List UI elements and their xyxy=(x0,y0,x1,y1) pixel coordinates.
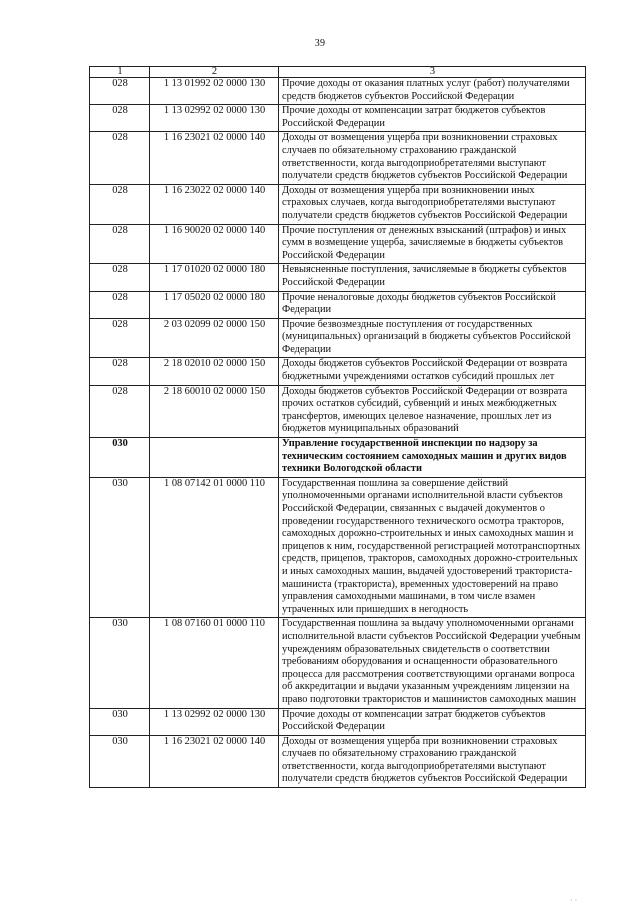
admin-code-cell: 028 xyxy=(90,385,150,437)
column-header-1: 1 xyxy=(90,67,150,78)
revenue-codes-table xyxy=(89,66,586,788)
revenue-name-cell: Прочие неналоговые доходы бюджетов субъектов Российской Федерации xyxy=(279,291,586,318)
budget-classification-code-cell: 1 17 05020 02 0000 180 xyxy=(150,291,279,318)
admin-code-cell: 028 xyxy=(90,318,150,358)
revenue-name-cell: Прочие доходы от компенсации затрат бюджетов субъектов Российской Федерации xyxy=(279,105,586,132)
budget-classification-code-cell: 2 18 02010 02 0000 150 xyxy=(150,358,279,385)
admin-code-cell: 030 xyxy=(90,735,150,787)
revenue-name-cell: Доходы бюджетов субъектов Российской Федерации от возврата прочих остатков субсидий, субвенций и иных межбюджетных трансфертов, имеющих целевое назначение, прошлых лет из бюджетов муниципальных образований xyxy=(279,385,586,437)
admin-code-cell: 028 xyxy=(90,78,150,105)
budget-classification-code-cell: 1 13 02992 02 0000 130 xyxy=(150,708,279,735)
admin-code-cell: 028 xyxy=(90,184,150,224)
admin-code-cell: 028 xyxy=(90,132,150,184)
revenue-name-cell: Прочие поступления от денежных взысканий (штрафов) и иных сумм в возмещение ущерба, зачисляемые в бюджеты субъектов Российской Федерации xyxy=(279,224,586,264)
admin-code-cell: 030 xyxy=(90,477,150,618)
table-row xyxy=(90,78,586,105)
revenue-name-cell: Невыясненные поступления, зачисляемые в бюджеты субъектов Российской Федерации xyxy=(279,264,586,291)
admin-code-cell: 030 xyxy=(90,708,150,735)
revenue-name-cell: Прочие доходы от оказания платных услуг (работ) получателями средств бюджетов субъектов Российской Федерации xyxy=(279,78,586,105)
table-row xyxy=(90,708,586,735)
column-header-2: 2 xyxy=(150,67,279,78)
budget-classification-code-cell: 1 16 23021 02 0000 140 xyxy=(150,132,279,184)
budget-classification-code-cell: 2 18 60010 02 0000 150 xyxy=(150,385,279,437)
table-body xyxy=(90,67,586,788)
budget-classification-code-cell: 1 08 07160 01 0000 110 xyxy=(150,618,279,708)
scan-artifact: · · xyxy=(570,896,578,905)
table-row xyxy=(90,735,586,787)
table-row xyxy=(90,438,586,478)
revenue-name-cell: Доходы от возмещения ущерба при возникновении иных страховых случаев, когда выгодоприобретателями выступают получатели средств бюджетов субъектов Российской Федерации xyxy=(279,184,586,224)
revenue-name-cell: Управление государственной инспекции по надзору за техническим состоянием самоходных машин и других видов техники Вологодской области xyxy=(279,438,586,478)
admin-code-cell: 028 xyxy=(90,264,150,291)
budget-classification-code-cell: 1 16 90020 02 0000 140 xyxy=(150,224,279,264)
table-row xyxy=(90,618,586,708)
table-row xyxy=(90,477,586,618)
table-row xyxy=(90,224,586,264)
revenue-name-cell: Доходы от возмещения ущерба при возникновении страховых случаев по обязательному страхованию гражданской ответственности, когда выгодоприобретателями выступают получатели средств бюджетов субъектов Российской Федерации xyxy=(279,735,586,787)
admin-code-cell: 028 xyxy=(90,224,150,264)
budget-classification-code-cell: 1 08 07142 01 0000 110 xyxy=(150,477,279,618)
revenue-name-cell: Доходы бюджетов субъектов Российской Федерации от возврата бюджетными учреждениями остатков субсидий прошлых лет xyxy=(279,358,586,385)
admin-code-cell: 028 xyxy=(90,105,150,132)
revenue-name-cell: Доходы от возмещения ущерба при возникновении страховых случаев по обязательному страхованию гражданской ответственности, когда выгодоприобретателями выступают получатели средств бюджетов субъектов Российской Федерации xyxy=(279,132,586,184)
revenue-name-cell: Прочие доходы от компенсации затрат бюджетов субъектов Российской Федерации xyxy=(279,708,586,735)
table-header-row xyxy=(90,67,586,78)
revenue-name-cell: Государственная пошлина за совершение действий уполномоченными органами исполнительной власти субъектов Российской Федерации, связанных с выдачей документов о проведении государственного технического осмотра тракторов, самоходных дорожно-строительных и иных самоходных машин и прицепов к ним, государственной регистрацией мототранспортных средств, прицепов, тракторов, самоходных дорожно-строительных и иных самоходных машин, выдачей удостоверений тракториста-машиниста (тракториста), временных удостоверений на право управления самоходными машинами, в том числе взамен утраченных или пришедших в негодность xyxy=(279,477,586,618)
budget-classification-code-cell: 1 16 23021 02 0000 140 xyxy=(150,735,279,787)
admin-code-cell: 028 xyxy=(90,291,150,318)
table-row xyxy=(90,291,586,318)
admin-code-cell: 030 xyxy=(90,438,150,478)
budget-classification-code-cell: 1 16 23022 02 0000 140 xyxy=(150,184,279,224)
page-number: 39 xyxy=(314,38,326,49)
table-row xyxy=(90,132,586,184)
table-row xyxy=(90,105,586,132)
budget-classification-code-cell: 1 17 01020 02 0000 180 xyxy=(150,264,279,291)
budget-classification-code-cell: 2 03 02099 02 0000 150 xyxy=(150,318,279,358)
budget-classification-code-cell: 1 13 02992 02 0000 130 xyxy=(150,105,279,132)
table-row xyxy=(90,184,586,224)
table-row xyxy=(90,318,586,358)
admin-code-cell: 030 xyxy=(90,618,150,708)
column-header-3: 3 xyxy=(279,67,586,78)
budget-classification-code-cell: 1 13 01992 02 0000 130 xyxy=(150,78,279,105)
admin-code-cell: 028 xyxy=(90,358,150,385)
budget-classification-code-cell xyxy=(150,438,279,478)
revenue-name-cell: Прочие безвозмездные поступления от государственных (муниципальных) организаций в бюджеты субъектов Российской Федерации xyxy=(279,318,586,358)
revenue-name-cell: Государственная пошлина за выдачу уполномоченными органами исполнительной власти субъектов Российской Федерации учебным учреждениям образовательных свидетельств о соответствии требованиям оборудования и оснащенности образовательного процесса для рассмотрения соответствующими органами вопроса об аккредитации и выдачи указанным учреждениям лицензии на право подготовки трактористов и машинистов самоходных машин xyxy=(279,618,586,708)
table-row xyxy=(90,358,586,385)
table-row xyxy=(90,385,586,437)
table-row xyxy=(90,264,586,291)
